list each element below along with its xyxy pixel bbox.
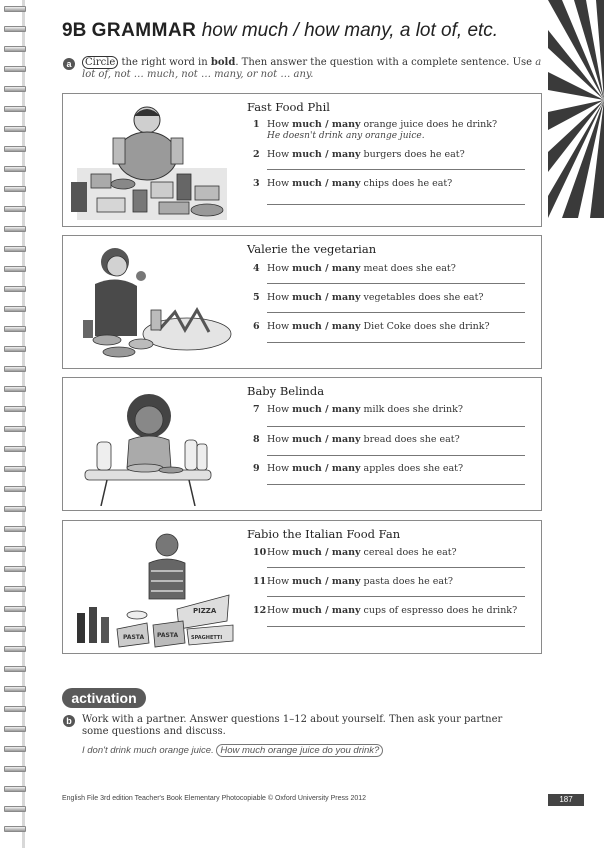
binding-ring <box>4 306 26 312</box>
binding-ring <box>4 26 26 32</box>
answer-1: He doesn't drink any orange juice. <box>267 131 425 141</box>
binding-ring <box>4 786 26 792</box>
binding-ring <box>4 6 26 12</box>
answer-line-9[interactable] <box>267 484 525 485</box>
binding-ring <box>4 126 26 132</box>
valerie-illustration <box>67 240 237 364</box>
answer-line-11[interactable] <box>267 596 525 597</box>
panel-1-title: Fast Food Phil <box>247 100 330 114</box>
exercise-b-badge: b <box>63 715 75 727</box>
question-9: 9 How much / many apples does she eat? <box>253 463 464 474</box>
binding-ring <box>4 106 26 112</box>
panel-fast-food-phil <box>62 93 542 227</box>
choice-much-many[interactable]: much / many <box>292 149 361 160</box>
panel-valerie-vegetarian <box>62 235 542 369</box>
question-3: 3 How much / many chips does he eat? <box>253 178 453 189</box>
choice-much-many[interactable]: much / many <box>292 321 361 332</box>
question-8: 8 How much / many bread does she eat? <box>253 434 460 445</box>
question-5: 5 How much / many vegetables does she eat? <box>253 292 484 303</box>
binding-ring <box>4 246 26 252</box>
example-question: How much orange juice do you drink? <box>216 744 383 757</box>
instruction-italic: a lot of, not … much, not … many, or not … any. <box>82 57 542 80</box>
choice-much-many[interactable]: much / many <box>292 178 361 189</box>
binding-ring <box>4 506 26 512</box>
binding-ring <box>4 746 26 752</box>
grammar-heading: GRAMMAR <box>91 20 197 41</box>
choice-much-many[interactable]: much / many <box>292 547 361 558</box>
answer-line-5[interactable] <box>267 312 525 313</box>
copyright-footer: English File 3rd edition Teacher's Book Elementary Photocopiable © Oxford University Press 2012 <box>62 795 367 802</box>
panel-2-title: Valerie the vegetarian <box>247 242 377 256</box>
answer-line-4[interactable] <box>267 283 525 284</box>
page-number: 187 <box>548 794 584 806</box>
pizza-label: PIZZA <box>193 607 217 615</box>
circle-word: Circle <box>82 56 118 69</box>
binding-ring <box>4 286 26 292</box>
choice-much-many[interactable]: much / many <box>292 576 361 587</box>
binding-ring <box>4 186 26 192</box>
question-4: 4 How much / many meat does she eat? <box>253 263 456 274</box>
binding-ring <box>4 46 26 52</box>
spiral-binding <box>0 0 30 848</box>
sunburst-decoration <box>548 0 604 218</box>
pasta-label-1: PASTA <box>123 634 145 641</box>
binding-ring <box>4 826 26 832</box>
activation-example <box>82 745 383 756</box>
fabio-illustration <box>67 525 237 649</box>
choice-much-many[interactable]: much / many <box>292 605 361 616</box>
binding-ring <box>4 526 26 532</box>
binding-ring <box>4 346 26 352</box>
unit-code: 9B <box>62 20 87 41</box>
exercise-a-badge: a <box>63 58 75 70</box>
binding-ring <box>4 266 26 272</box>
pasta-label-2: PASTA <box>157 632 179 639</box>
fast-food-phil-illustration <box>67 98 237 222</box>
binding-ring <box>4 66 26 72</box>
question-10: 10How much / many cereal does he eat? <box>253 547 457 558</box>
question-7: 7 How much / many milk does she drink? <box>253 404 463 415</box>
binding-ring <box>4 366 26 372</box>
panel-fabio-italian <box>62 520 542 654</box>
panel-baby-belinda <box>62 377 542 511</box>
example-statement: I don't drink much orange juice. <box>82 745 217 756</box>
answer-line-3[interactable] <box>267 204 525 205</box>
binding-ring <box>4 766 26 772</box>
answer-line-6[interactable] <box>267 342 525 343</box>
binding-ring <box>4 606 26 612</box>
question-1: 1 How much / many orange juice does he drink? <box>253 119 498 130</box>
binding-ring <box>4 466 26 472</box>
binding-ring <box>4 806 26 812</box>
choice-much-many[interactable]: much / many <box>292 404 361 415</box>
answer-line-8[interactable] <box>267 455 525 456</box>
answer-line-7[interactable] <box>267 426 525 427</box>
question-6: 6 How much / many Diet Coke does she drink? <box>253 321 490 332</box>
binding-ring <box>4 146 26 152</box>
answer-line-10[interactable] <box>267 567 525 568</box>
question-2: 2 How much / many burgers does he eat? <box>253 149 465 160</box>
binding-ring <box>4 166 26 172</box>
instruction-part-2: . Then answer the question with a complete sentence. Use <box>235 57 536 68</box>
activation-instructions: Work with a partner. Answer questions 1–12 about yourself. Then ask your partner some questions and discuss. <box>82 714 503 737</box>
binding-ring <box>4 206 26 212</box>
binding-ring <box>4 86 26 92</box>
grammar-topic: how much / how many, a lot of, etc. <box>201 20 499 41</box>
instruction-part-1: the right word in <box>118 57 211 68</box>
choice-much-many[interactable]: much / many <box>292 463 361 474</box>
binding-ring <box>4 426 26 432</box>
choice-much-many[interactable]: much / many <box>292 119 361 130</box>
exercise-a-instructions <box>82 57 542 81</box>
binding-ring <box>4 586 26 592</box>
page-title <box>62 20 498 42</box>
binding-ring <box>4 686 26 692</box>
binding-ring <box>4 226 26 232</box>
binding-ring <box>4 566 26 572</box>
choice-much-many[interactable]: much / many <box>292 434 361 445</box>
choice-much-many[interactable]: much / many <box>292 292 361 303</box>
choice-much-many[interactable]: much / many <box>292 263 361 274</box>
panel-3-title: Baby Belinda <box>247 384 325 398</box>
activation-heading: activation <box>62 688 146 708</box>
baby-belinda-illustration <box>67 382 237 506</box>
binding-ring <box>4 446 26 452</box>
spaghetti-label: SPAGHETTI <box>191 635 223 641</box>
binding-ring <box>4 486 26 492</box>
answer-line-2[interactable] <box>267 169 525 170</box>
binding-ring <box>4 406 26 412</box>
binding-ring <box>4 646 26 652</box>
answer-line-12[interactable] <box>267 626 525 627</box>
question-11: 11How much / many pasta does he eat? <box>253 576 453 587</box>
binding-ring <box>4 726 26 732</box>
binding-ring <box>4 546 26 552</box>
instruction-bold: bold <box>210 57 236 68</box>
binding-ring <box>4 666 26 672</box>
binding-ring <box>4 386 26 392</box>
question-12: 12How much / many cups of espresso does he drink? <box>253 605 518 616</box>
binding-ring <box>4 706 26 712</box>
binding-ring <box>4 626 26 632</box>
panel-4-title: Fabio the Italian Food Fan <box>247 527 401 541</box>
binding-ring <box>4 326 26 332</box>
